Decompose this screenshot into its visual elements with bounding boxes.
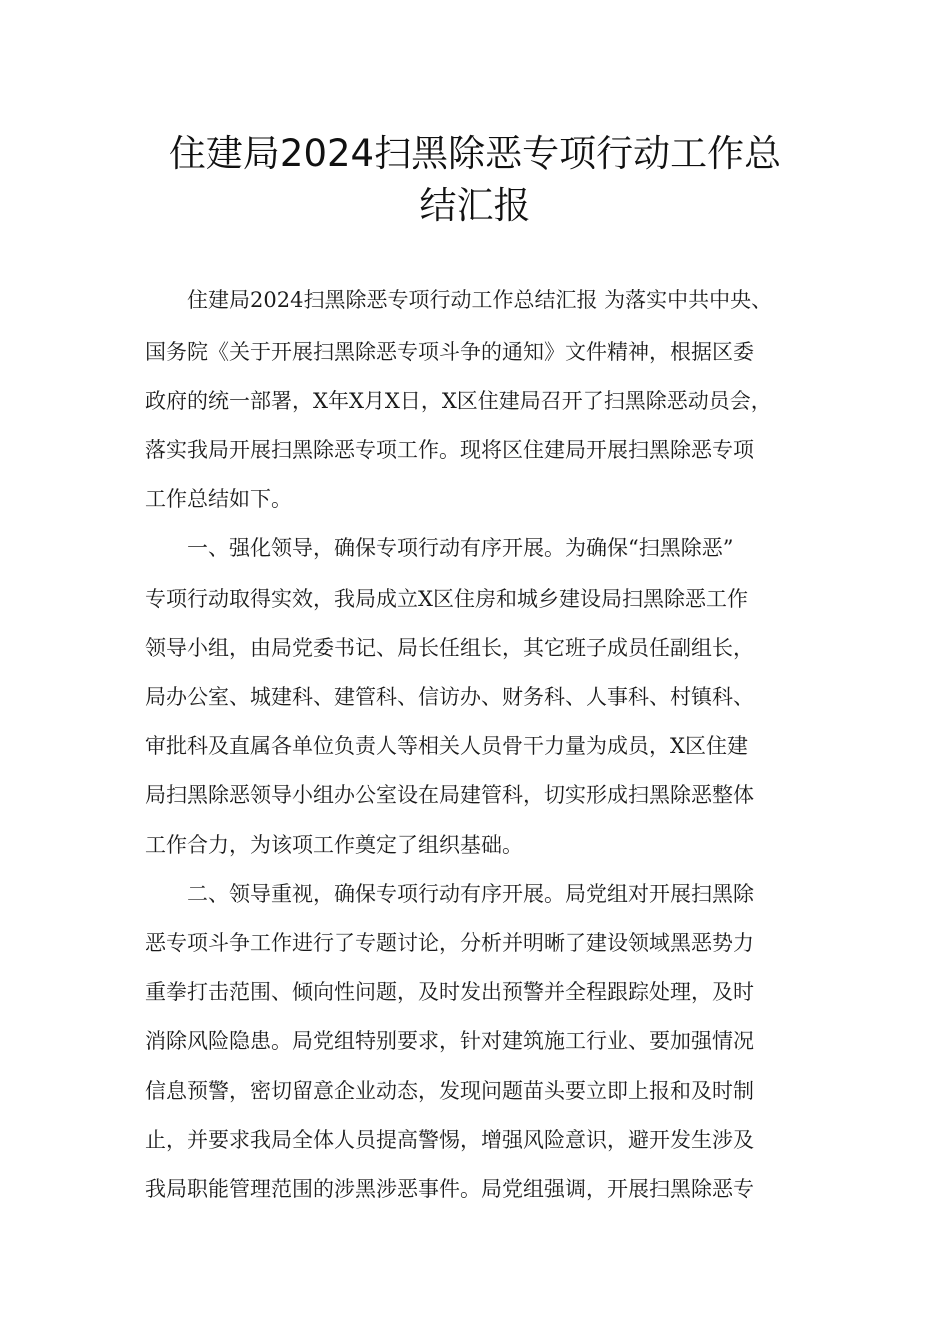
body-line-8: 领导小组，由局党委书记、局长任组长，其它班子成员任副组长，	[145, 636, 754, 660]
body-line-19: 我局职能管理范围的涉黑涉恶事件。局党组强调，开展扫黑除恶专	[145, 1177, 754, 1201]
body-line-7: 专项行动取得实效，我局成立X区住房和城乡建设局扫黑除恶工作	[145, 587, 748, 611]
body-line-16: 消除风险隐患。局党组特别要求，针对建筑施工行业、要加强情况	[145, 1029, 754, 1053]
body-line-10: 审批科及直属各单位负责人等相关人员骨干力量为成员，X区住建	[145, 734, 748, 758]
body-line-18: 止，并要求我局全体人员提高警惕，增强风险意识，避开发生涉及	[145, 1128, 754, 1152]
body-line-2: 国务院《关于开展扫黑除恶专项斗争的通知》文件精神，根据区委	[145, 340, 754, 364]
body-line-13: 二、领导重视，确保专项行动有序开展。局党组对开展扫黑除	[145, 882, 754, 906]
body-line-9: 局办公室、城建科、建管科、信访办、财务科、人事科、村镇科、	[145, 685, 754, 709]
document-title-line-2: 结汇报	[419, 184, 531, 227]
body-line-12: 工作合力，为该项工作奠定了组织基础。	[145, 833, 523, 857]
body-line-17: 信息预警，密切留意企业动态，发现问题苗头要立即上报和及时制	[145, 1079, 754, 1103]
body-line-4: 落实我局开展扫黑除恶专项工作。现将区住建局开展扫黑除恶专项	[145, 438, 754, 462]
body-line-3: 政府的统一部署，X年X月X日，X区住建局召开了扫黑除恶动员会，	[145, 389, 772, 413]
body-line-15: 重拳打击范围、倾向性问题，及时发出预警并全程跟踪处理，及时	[145, 980, 754, 1004]
body-line-1: 住建局2024扫黑除恶专项行动工作总结汇报 为落实中共中央、	[145, 288, 773, 312]
body-line-11: 局扫黑除恶领导小组办公室设在局建管科，切实形成扫黑除恶整体	[145, 783, 754, 807]
body-line-14: 恶专项斗争工作进行了专题讨论，分析并明晰了建设领域黑恶势力	[145, 931, 754, 955]
document-title-line-1: 住建局2024扫黑除恶专项行动工作总	[168, 132, 782, 175]
body-line-5: 工作总结如下。	[145, 487, 292, 511]
body-line-6: 一、强化领导，确保专项行动有序开展。为确保“扫黑除恶”	[145, 536, 734, 560]
